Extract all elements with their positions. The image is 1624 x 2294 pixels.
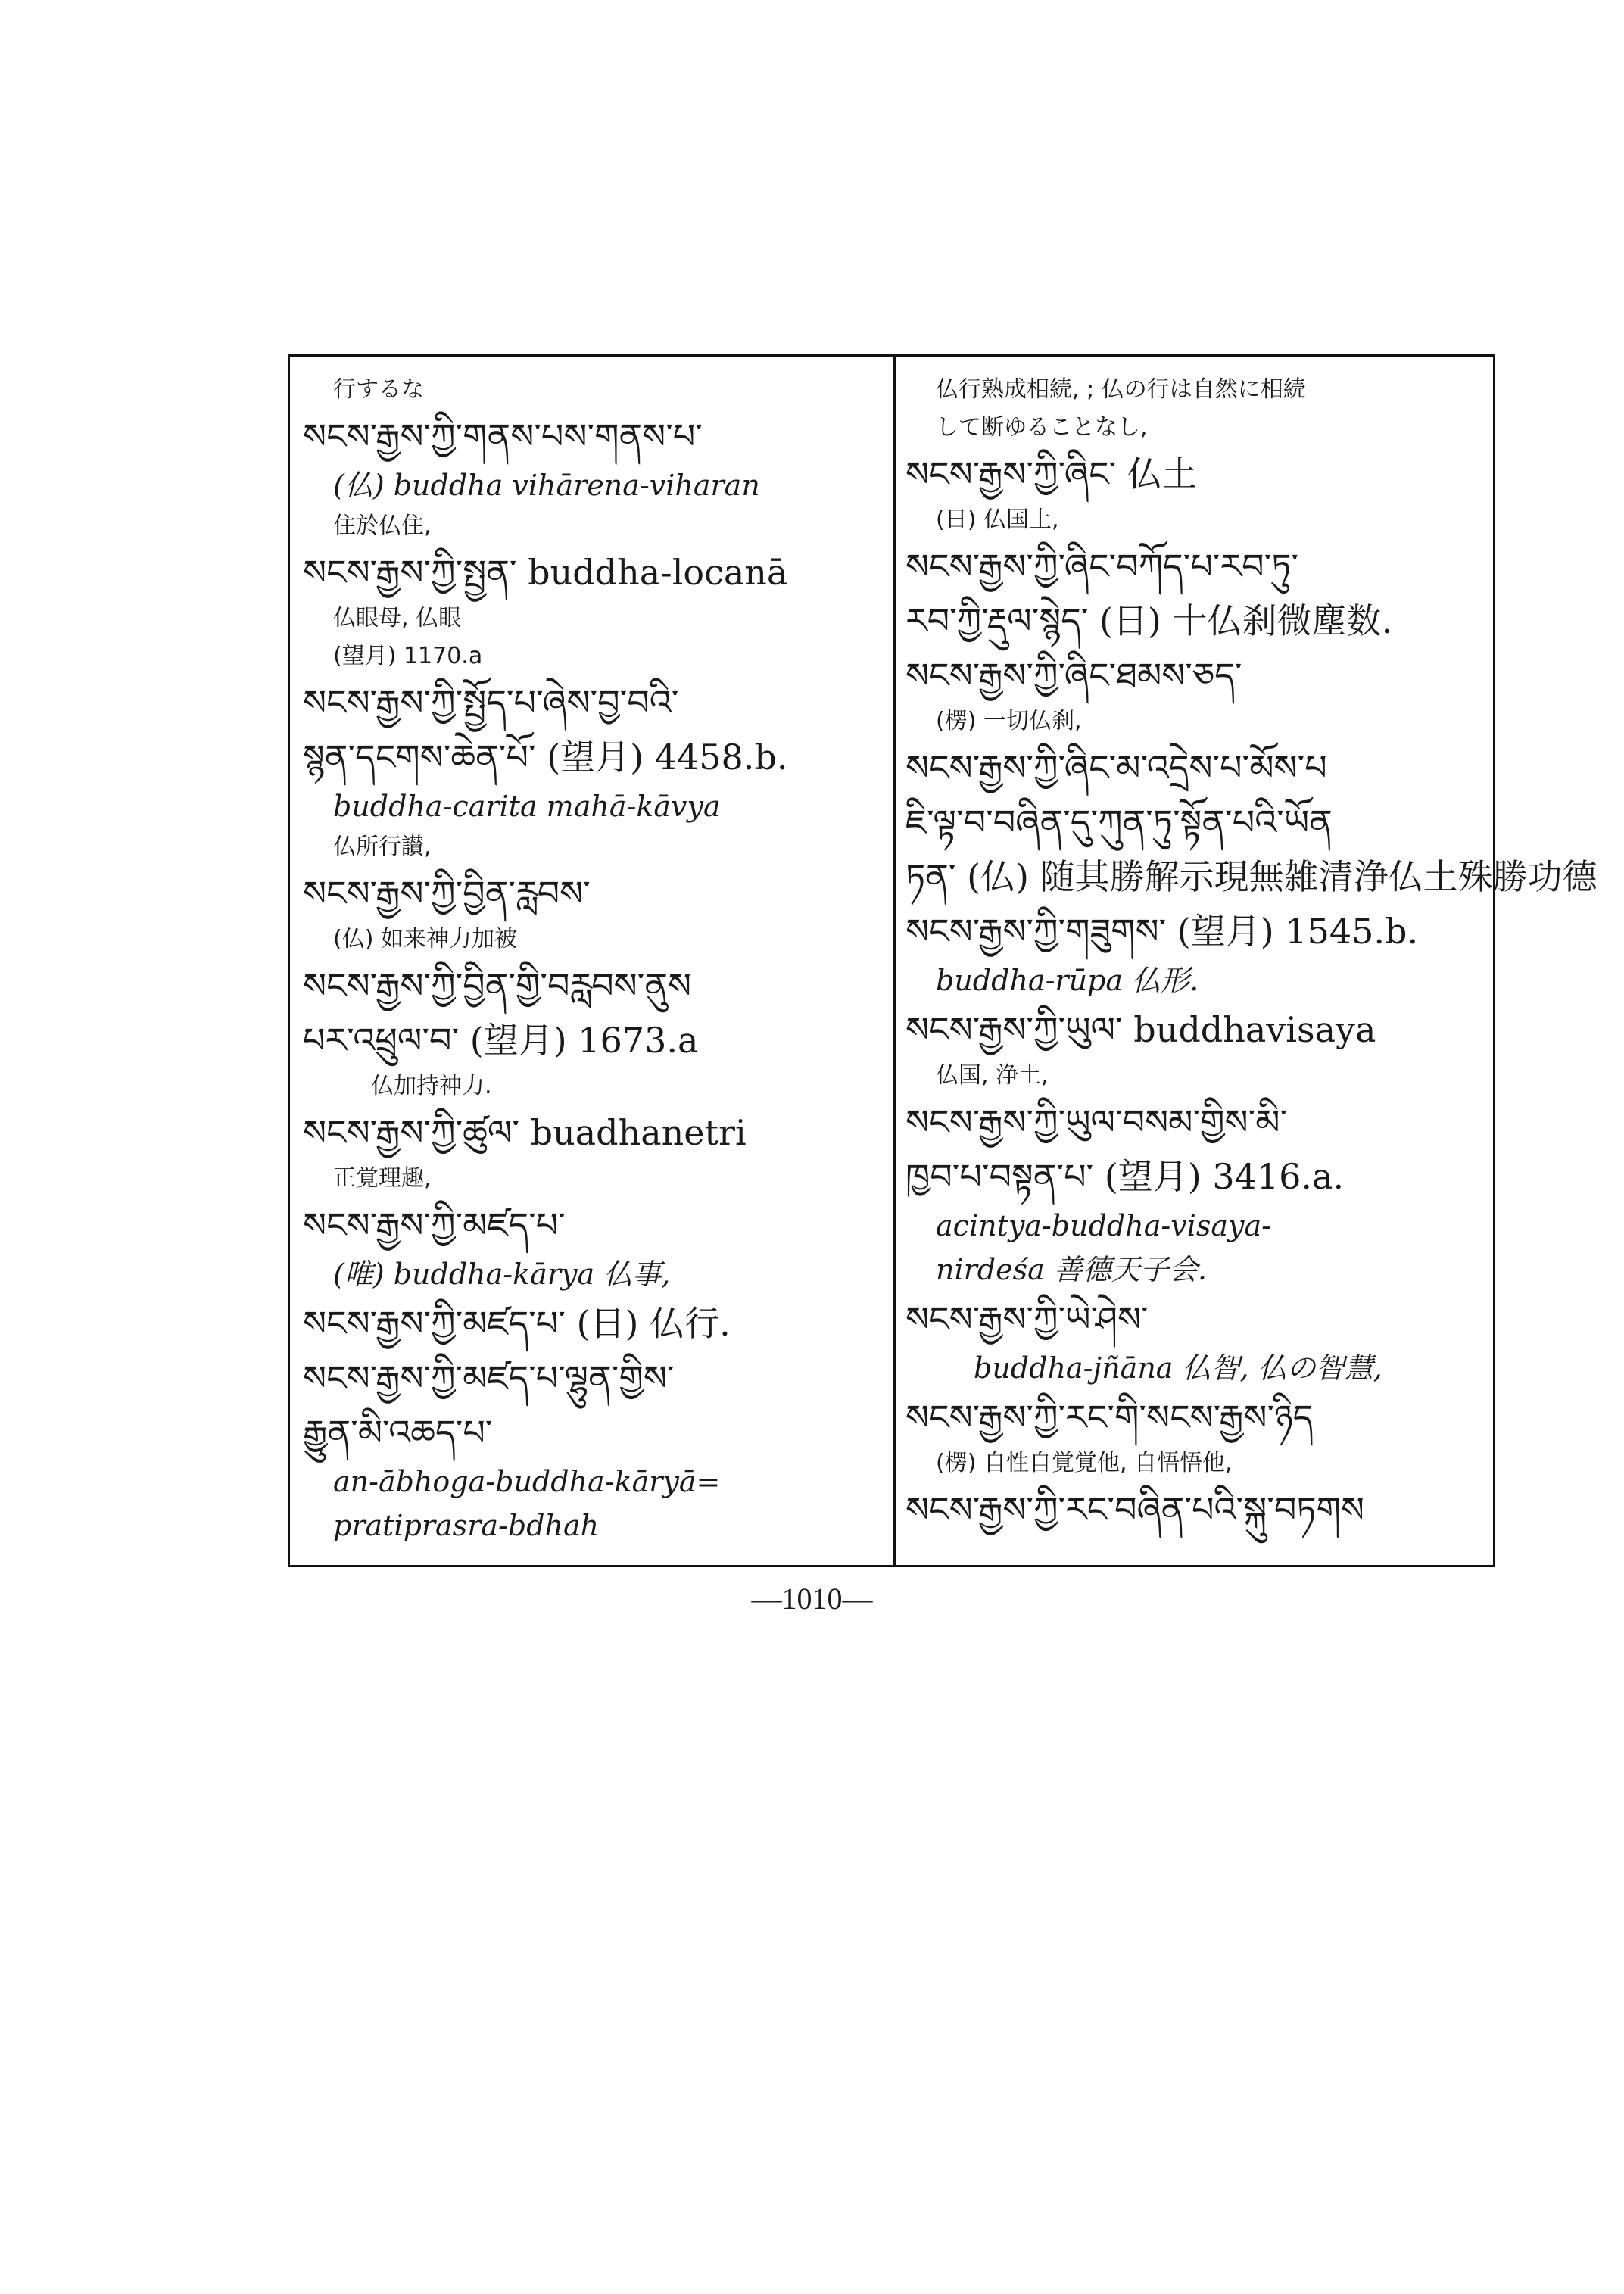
sanskrit-equivalent: buddha-jñāna 仏智, 仏の智慧, [974,1351,1382,1385]
tibetan-headword: སངས་རྒྱས་ཀྱི་ཡེ་ཤེས་ [906,1298,1149,1339]
sanskrit-equivalent: acintya-buddha-visaya- [936,1209,1271,1242]
gloss-note: 行するな [333,376,424,403]
gloss-note: 仏加持神力. [371,1073,492,1099]
tibetan-headword: ཁྱབ་པ་བསྟན་པ་ (望月) 3416.a. [906,1156,1345,1197]
gloss-note: 仏所行讃, [333,834,432,860]
tibetan-headword: པར་འཕྲུལ་བ་ (望月) 1673.a [303,1020,699,1061]
tibetan-headword: སངས་རྒྱས་ཀྱི་གནས་པས་གནས་པ་ [303,416,703,457]
gloss-note: (楞) 自性自覚覚他, 自悟悟他, [936,1450,1233,1476]
tibetan-headword: སངས་རྒྱས་ཀྱི་ཞིང་མ་འདྲེས་པ་མོས་པ [906,747,1327,788]
tibetan-headword: སངས་རྒྱས་ཀྱི་ཡུལ་ buddhavisaya [906,1009,1376,1050]
gloss-note: して断ゆることなし, [936,414,1148,441]
page-number: —1010— [751,1582,873,1616]
tibetan-headword: སངས་རྒྱས་ཀྱི་ཡུལ་བསམ་གྱིས་མི་ [906,1102,1288,1142]
tibetan-headword: སངས་རྒྱས་ཀྱི་གཟུགས་ (望月) 1545.b. [906,911,1419,952]
gloss-note: 仏国, 浄土, [936,1062,1049,1089]
tibetan-headword: སངས་རྒྱས་ཀྱི་བྱིན་རླབས་ [303,873,591,914]
tibetan-headword: སངས་རྒྱས་ཀྱི་སྤྱོད་པ་ཞེས་བྱ་བའི་ [303,682,679,723]
sanskrit-equivalent: (仏) buddha vihārena-viharan [333,469,760,502]
tibetan-headword: སངས་རྒྱས་ཀྱི་ཞིང་བཀོད་པ་རབ་ཏུ་ [906,546,1299,587]
gloss-note: 正覚理趣, [333,1165,432,1192]
gloss-note: 仏行熟成相続, ; 仏の行は自然に相続 [936,376,1306,403]
left-column [303,371,886,1560]
gloss-note: (望月) 1170.a [333,643,483,669]
sanskrit-equivalent: nirdeśa 善德天子会. [936,1253,1207,1286]
tibetan-headword: སངས་རྒྱས་ཀྱི་ཞིང་ 仏土 [906,454,1197,494]
tibetan-headword: སངས་རྒྱས་ཀྱི་རང་གི་སངས་རྒྱས་ཉིད [906,1397,1314,1438]
tibetan-headword: རབ་ཀྱི་རྡུལ་སྙེད་ (日) 十仏刹微塵数. [906,600,1393,641]
tibetan-headword: རྒྱུན་མི་འཆད་པ་ [303,1412,493,1453]
column-divider [893,357,896,1566]
sanskrit-equivalent: (唯) buddha-kārya 仏事, [333,1258,671,1291]
gloss-note: 仏眼母, 仏眼 [333,605,462,631]
tibetan-headword: སངས་རྒྱས་ཀྱི་རང་བཞིན་པའི་སྐུ་བཏགས [906,1489,1364,1530]
tibetan-headword: སངས་རྒྱས་ཀྱི་མཛད་པ་ [303,1205,566,1245]
tibetan-headword: སངས་རྒྱས་ཀྱི་སྤྱན་ buddha-locanā [303,552,788,593]
tibetan-headword: སངས་རྒྱས་ཀྱི་ཚུལ་ buadhanetri [303,1112,747,1153]
tibetan-headword: སངས་རྒྱས་ཀྱི་མཛད་པ་ལྷུན་གྱིས་ [303,1357,675,1398]
tibetan-headword: སངས་རྒྱས་ཀྱི་བྱིན་གྱི་བརླབས་ནུས [303,965,692,1006]
tibetan-headword: ཏན་ (仏) 随其勝解示現無雑清浄仏土殊勝功德 [906,856,1598,897]
gloss-note: (仏) 如来神力加被 [333,926,517,952]
sanskrit-equivalent: buddha-carita mahā-kāvya [333,790,721,823]
tibetan-headword: སངས་རྒྱས་ཀྱི་མཛད་པ་ (日) 仏行. [303,1303,731,1344]
sanskrit-equivalent: buddha-rūpa 仏形. [936,964,1199,997]
tibetan-headword: ཇི་ལྟ་བ་བཞིན་དུ་ཀུན་ཏུ་སྟོན་པའི་ཡོན [906,802,1333,843]
right-column [906,371,1598,1560]
gloss-note: 住於仏住, [333,513,432,539]
sanskrit-equivalent: an-ābhoga-buddha-kāryā= [333,1465,721,1498]
gloss-note: (日) 仏国土, [936,506,1059,533]
tibetan-headword: སངས་རྒྱས་ཀྱི་ཞིང་ཐམས་ཅད་ [906,655,1242,696]
gloss-note: (楞) 一切仏刹, [936,708,1082,734]
tibetan-headword: སྙན་དངགས་ཆེན་པོ་ (望月) 4458.b. [303,737,788,778]
sanskrit-equivalent: pratiprasra-bdhah [333,1509,600,1542]
